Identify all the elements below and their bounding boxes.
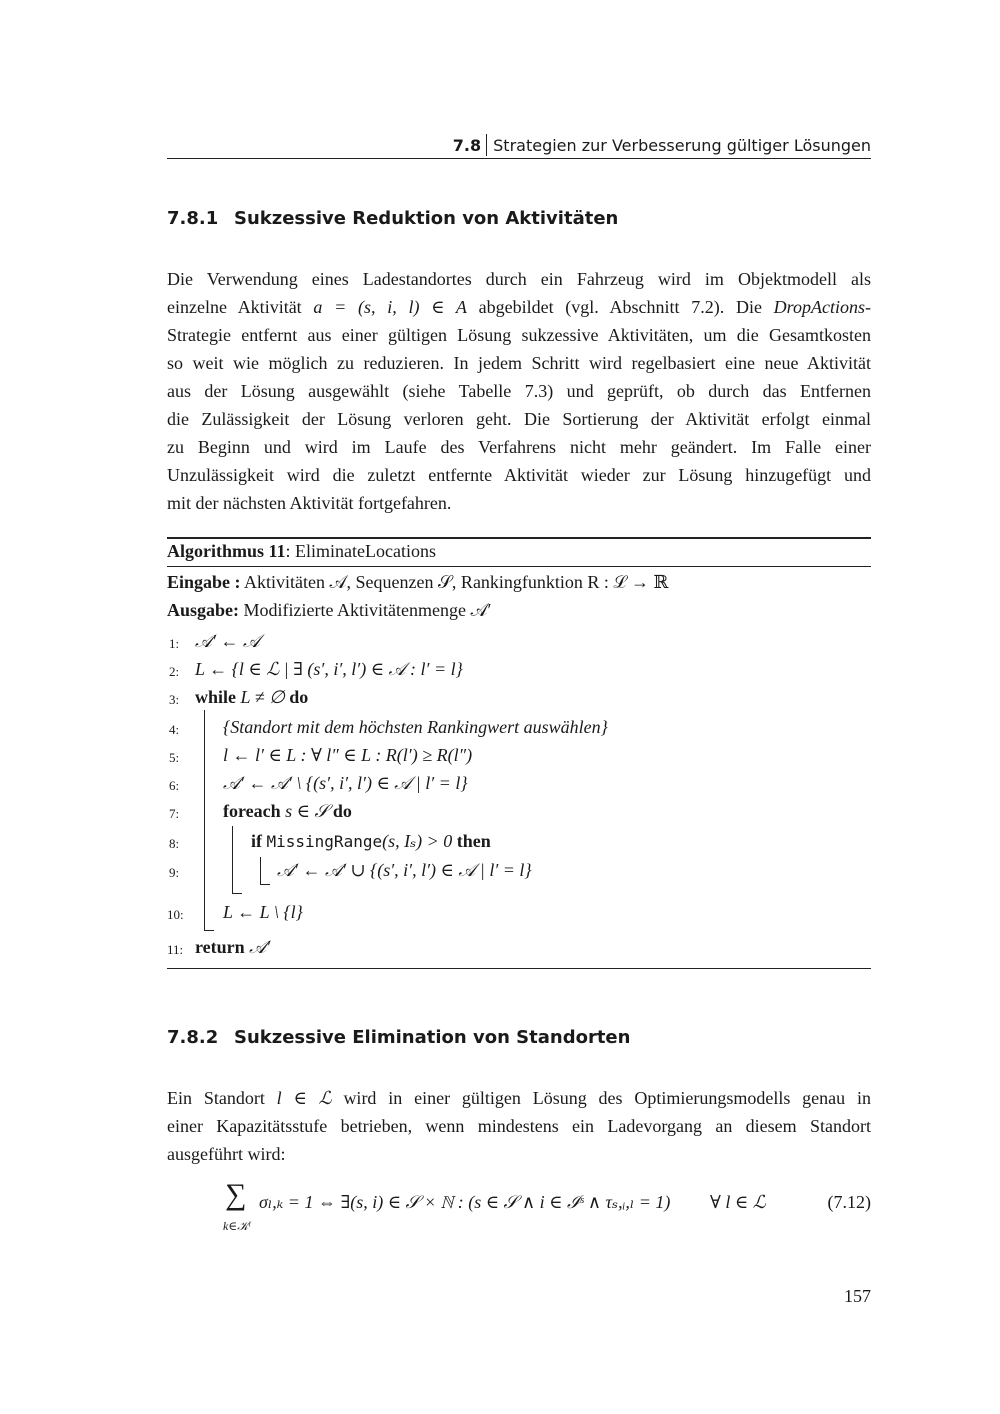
algorithm-top-rule (167, 537, 871, 539)
text-line (167, 461, 871, 489)
text: die Zulässigkeit der Lösung verloren geht. Die Sortierung der Aktivität erfolgt einmal (167, 409, 871, 429)
line-number: 10: (167, 907, 184, 922)
text: aus der Lösung ausgewählt (siehe Tabelle 7.3) und geprüft, ob durch das Entfernen (167, 381, 871, 401)
line-number: 11: (167, 942, 184, 957)
line-number: 8: (169, 836, 180, 851)
statement: 𝒜′ (244, 937, 271, 957)
sum-subscript: k∈𝒦ˡ (223, 1219, 250, 1233)
foreach-block-hook (232, 893, 242, 894)
condition: (s, Iₛ) > 0 (382, 831, 457, 851)
comment: {Standort mit dem höchsten Rankingwert auswählen} (223, 717, 608, 737)
text-line (167, 1112, 871, 1140)
output-label: Ausgabe: (167, 600, 240, 620)
statement: 𝒜′ ← 𝒜 (195, 631, 260, 651)
text: so weit wie möglich zu reduzieren. In jedem Schritt wird regelbasiert eine neue Aktivität (167, 353, 871, 373)
text-line (167, 293, 871, 321)
algorithm-line-11 (195, 937, 270, 958)
text: Ein Standort (167, 1088, 277, 1108)
algorithm-line-9 (277, 860, 532, 881)
algorithm-output (167, 600, 491, 621)
algorithm-line-2 (195, 659, 463, 680)
paragraph-drop-actions (167, 265, 871, 517)
line-number: 1: (169, 636, 180, 651)
section-number: 7.8.2 (167, 1027, 219, 1048)
text-line (167, 489, 871, 517)
text-line (167, 321, 871, 349)
section-title: Sukzessive Reduktion von Aktivitäten (234, 208, 619, 229)
keyword-return: return (195, 937, 245, 957)
text: abgebildet (vgl. Abschnitt 7.2). Die (466, 297, 774, 317)
running-header (453, 134, 871, 156)
text-line (167, 377, 871, 405)
text: wird in einer gültigen Lösung des Optimierungsmodells genau in (331, 1088, 871, 1108)
statement: L ← L \ {l} (223, 902, 303, 922)
statement: l ← l′ ∈ L : ∀ l″ ∈ L : R(l′) ≥ R(l″) (223, 745, 473, 765)
algorithm-line-1 (195, 631, 260, 652)
algorithm-caption (167, 541, 436, 562)
section-number: 7.8.1 (167, 208, 219, 229)
text: einer Kapazitätsstufe betrieben, wenn mindestens ein Ladevorgang an diesem Standort (167, 1116, 871, 1136)
output-text: Modifizierte Aktivitätenmenge 𝒜′ (239, 600, 492, 620)
caption-label: Algorithmus 11 (167, 541, 286, 561)
keyword-do: do (332, 801, 352, 821)
keyword-if: if (251, 831, 262, 851)
page-number: 157 (844, 1286, 871, 1306)
equation-quantifier: ∀ l ∈ ℒ (710, 1192, 766, 1212)
if-block-bar (260, 857, 261, 884)
text: mit der nächsten Aktivität fortgefahren. (167, 493, 452, 513)
condition: s ∈ 𝒮 (280, 801, 333, 821)
algorithm-bottom-rule (167, 968, 871, 969)
input-text: Aktivitäten 𝒜, Sequenzen 𝒮, Rankingfunktion R : ℒ → ℝ (240, 572, 669, 592)
text-line (167, 265, 871, 293)
while-block-bar (204, 710, 205, 930)
while-block-hook (204, 930, 214, 931)
section-title: Sukzessive Elimination von Standorten (234, 1027, 631, 1048)
math-inline: a = (s, i, l) ∈ A (313, 297, 467, 317)
statement: 𝒜′ ← 𝒜′ \ {(s′, i′, l′) ∈ 𝒜 | l′ = l} (223, 773, 468, 793)
line-number: 3: (169, 692, 180, 707)
statement: L ← {l ∈ ℒ | ∃ (s′, i′, l′) ∈ 𝒜 : l′ = l} (195, 659, 463, 679)
line-number: 9: (169, 865, 180, 880)
equation-number: (7.12) (827, 1192, 871, 1212)
condition: L ≠ ∅ (236, 687, 290, 707)
keyword-then: then (456, 831, 491, 851)
algorithm-11 (167, 537, 871, 971)
section-heading-7-8-2 (167, 1027, 630, 1048)
header-section-number: 7.8 (452, 136, 482, 155)
paragraph-standorte (167, 1084, 871, 1168)
algorithm-line-8 (251, 831, 491, 852)
math-inline: l ∈ ℒ (276, 1088, 332, 1108)
line-number: 7: (169, 806, 180, 821)
header-separator (486, 134, 487, 156)
text: ausgeführt wird: (167, 1144, 286, 1164)
text-line (167, 433, 871, 461)
text-line (167, 1140, 871, 1168)
algorithm-line-5 (223, 745, 472, 766)
algorithm-line-7 (223, 801, 352, 822)
algorithm-caption-rule (167, 566, 871, 567)
sum-symbol: ∑ (225, 1178, 247, 1211)
keyword-while: while (195, 687, 237, 707)
caption-name: : EliminateLocations (285, 541, 436, 561)
function-name: MissingRange (266, 832, 383, 851)
line-number: 5: (169, 750, 180, 765)
line-number: 6: (169, 778, 180, 793)
section-heading-7-8-1 (167, 208, 618, 229)
text: Die Verwendung eines Ladestandortes durch ein Fahrzeug wird im Objektmodell als (167, 269, 871, 289)
text: Strategie entfernt aus einer gültigen Lösung sukzessive Aktivitäten, um die Gesamtkosten (167, 325, 871, 345)
header-rule (167, 158, 871, 159)
algorithm-line-6 (223, 773, 468, 794)
algorithm-line-4 (223, 717, 608, 738)
foreach-block-bar (232, 826, 233, 893)
algorithm-input (167, 572, 668, 593)
line-number: 2: (169, 664, 180, 679)
text-line (167, 405, 871, 433)
text-line (167, 1084, 871, 1112)
line-number: 4: (169, 722, 180, 737)
if-block-hook (260, 884, 270, 885)
input-label: Eingabe : (167, 572, 241, 592)
keyword-foreach: foreach (223, 801, 281, 821)
equation-body: σₗ,ₖ = 1 ⇔ ∃(s, i) ∈ 𝒮 × ℕ : (s ∈ 𝒮 ∧ i ∈ ℐˢ ∧ τₛ,ᵢ,ₗ = 1) (259, 1192, 671, 1212)
text-line (167, 349, 871, 377)
statement: 𝒜′ ← 𝒜′ ∪ {(s′, i′, l′) ∈ 𝒜 | l′ = l} (277, 860, 532, 880)
algorithm-line-10 (223, 902, 303, 923)
keyword-do: do (289, 687, 309, 707)
emphasis-text: DropActions- (773, 297, 871, 317)
text: einzelne Aktivität (167, 297, 314, 317)
text: zu Beginn und wird im Laufe des Verfahrens nicht mehr geändert. Im Falle einer (167, 437, 871, 457)
algorithm-line-3 (195, 687, 308, 708)
header-section-title: Strategien zur Verbesserung gültiger Lösungen (493, 136, 871, 155)
text: Unzulässigkeit wird die zuletzt entfernte Aktivität wieder zur Lösung hinzugefügt und (167, 465, 871, 485)
